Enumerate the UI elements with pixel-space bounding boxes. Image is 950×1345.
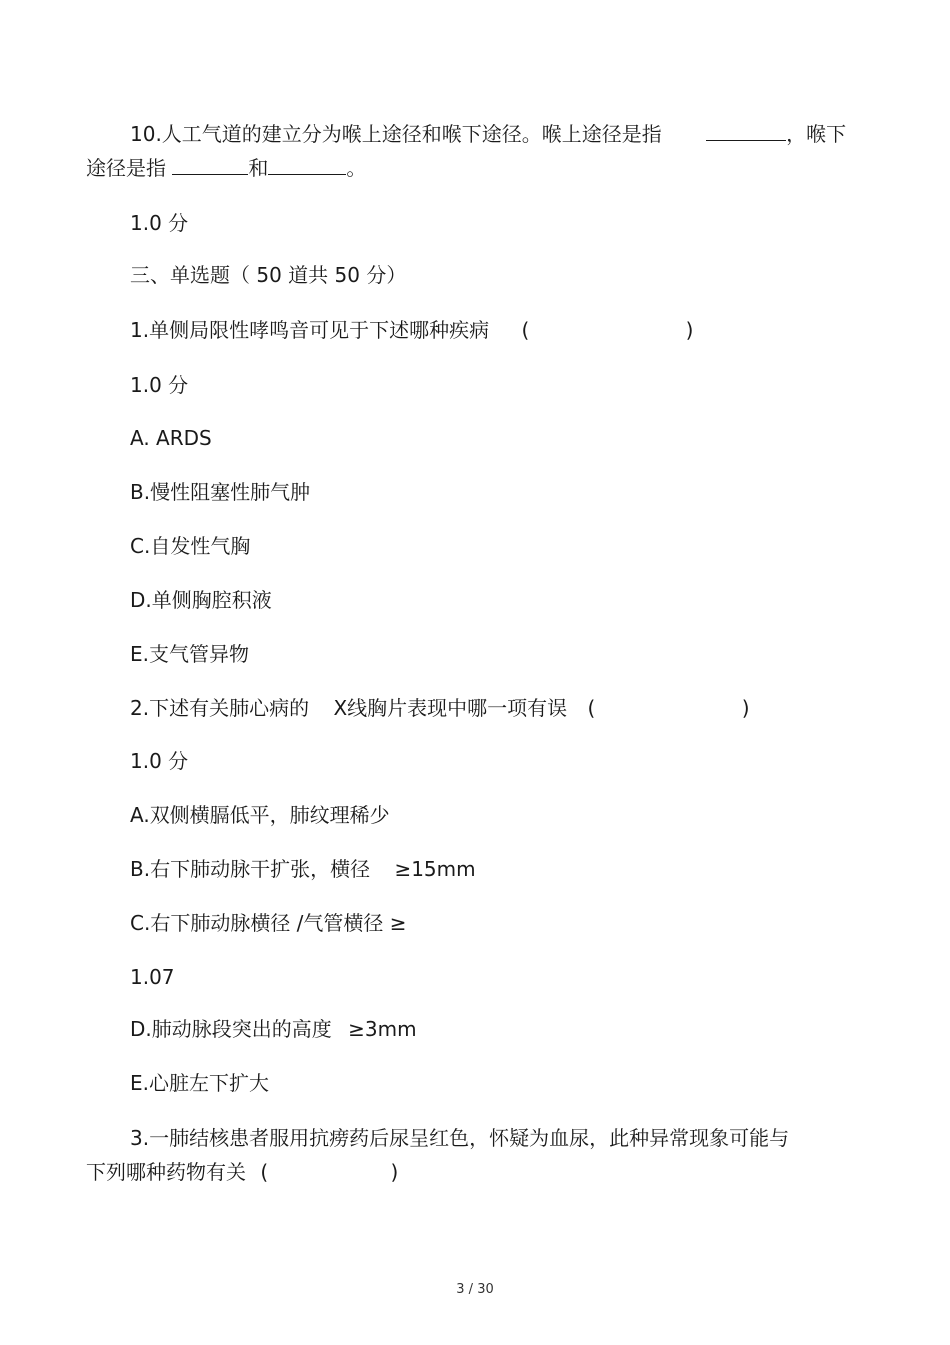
question-3-stem: 3.一肺结核患者服用抗痨药后尿呈红色，怀疑为血尿，此种异常现象可能与 <box>130 1126 790 1150</box>
question-3-stem-2 <box>86 1159 398 1185</box>
q10-end: 。 <box>346 156 367 180</box>
answer-blank <box>268 156 346 175</box>
question-2-stem <box>130 695 750 721</box>
paren-open: ( <box>587 696 596 720</box>
option-d: D.单侧胸腔积液 <box>130 588 272 612</box>
q10-mid: 和 <box>248 156 269 180</box>
question-text: 2.下述有关肺心病的 <box>130 696 310 720</box>
option-e: E.支气管异物 <box>130 642 249 666</box>
section-title: 三、单选题（ 50 道共 50 分） <box>130 263 407 287</box>
option-b-text: B.右下肺动脉干扩张，横径 <box>130 857 371 881</box>
option-c: C.右下肺动脉横径 /气管横径 ≥ <box>130 911 407 935</box>
q10-text-2: 途径是指 <box>86 156 166 180</box>
question-2-score: 1.0 分 <box>130 749 189 773</box>
option-d-value: ≥3mm <box>348 1017 417 1041</box>
question-text: 下列哪种药物有关 <box>86 1160 246 1184</box>
paren-open: ( <box>260 1160 269 1184</box>
q10-line2 <box>86 155 366 181</box>
paren-open: ( <box>521 318 530 342</box>
q10-line1 <box>130 121 846 147</box>
option-d-text: D.肺动脉段突出的高度 <box>130 1017 332 1041</box>
page-number <box>0 1282 950 1297</box>
paren-close: ) <box>741 696 750 720</box>
paren-close: ) <box>390 1160 399 1184</box>
question-1-score: 1.0 分 <box>130 373 189 397</box>
question-1-stem <box>130 317 693 343</box>
option-b: B.慢性阻塞性肺气肿 <box>130 480 311 504</box>
q10-text: 10.人工气道的建立分为喉上途径和喉下途径。喉上途径是指 <box>130 122 662 146</box>
question-text: 1.单侧局限性哮鸣音可见于下述哪种疾病 <box>130 318 490 342</box>
option-a: A.双侧横膈低平，肺纹理稀少 <box>130 803 390 827</box>
q10-score: 1.0 分 <box>130 211 189 235</box>
option-b <box>130 856 476 882</box>
q10-tail: ，喉下 <box>786 122 847 146</box>
option-c: C.自发性气胸 <box>130 534 251 558</box>
current-page: 3 <box>456 1282 465 1297</box>
paren-close: ) <box>685 318 694 342</box>
option-c-continued: 1.07 <box>130 965 175 989</box>
answer-blank <box>706 122 786 141</box>
option-d <box>130 1016 417 1042</box>
page-separator: / <box>468 1282 474 1297</box>
answer-blank <box>172 156 248 175</box>
option-a: A. ARDS <box>130 426 212 450</box>
total-pages: 30 <box>477 1282 494 1297</box>
option-b-value: ≥15mm <box>394 857 476 881</box>
question-text-2: X线胸片表现中哪一项有误 <box>333 696 568 720</box>
option-e: E.心脏左下扩大 <box>130 1071 269 1095</box>
